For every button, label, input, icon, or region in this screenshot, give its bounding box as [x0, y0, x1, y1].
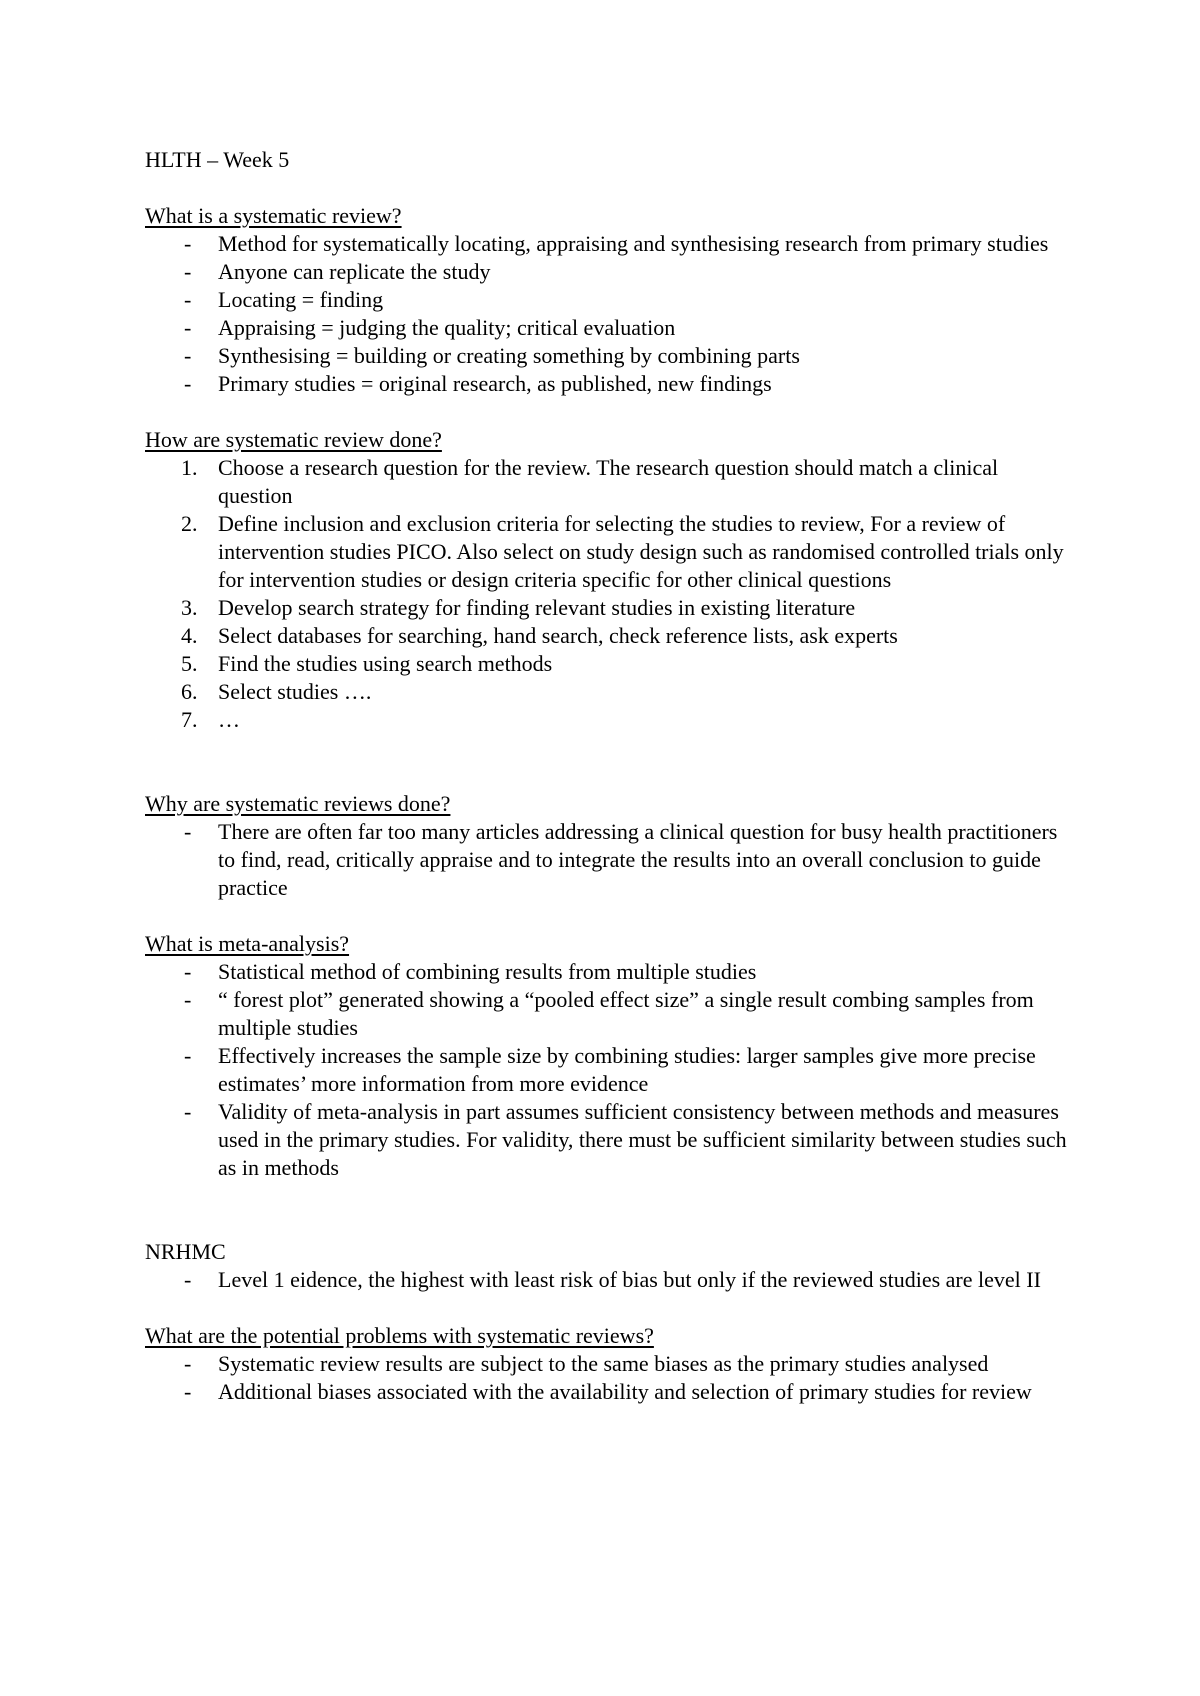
list-item: - There are often far too many articles addressing a clinical question for busy health practitioners to find, read, critically appraise and to integrate the results into an overall conclusion to guide practice	[184, 819, 1058, 900]
section-heading: What is meta-analysis?	[145, 931, 350, 956]
number-marker: 7.	[181, 707, 198, 732]
list-item: - Additional biases associated with the availability and selection of primary studies for review	[184, 1379, 1032, 1404]
document-title: HLTH – Week 5	[145, 147, 290, 172]
section-heading: What is a systematic review?	[145, 203, 402, 228]
bullet-list	[145, 1266, 1075, 1294]
list-item: - Systematic review results are subject to the same biases as the primary studies analysed	[184, 1351, 989, 1376]
list-item: - Synthesising = building or creating something by combining parts	[184, 343, 800, 368]
dash-marker: -	[184, 259, 192, 284]
list-item: - Effectively increases the sample size by combining studies: larger samples give more precise estimates’ more information from more evidence	[184, 1043, 1036, 1096]
list-item: - Level 1 eidence, the highest with least risk of bias but only if the reviewed studies are level II	[184, 1267, 1041, 1292]
dash-marker: -	[184, 819, 192, 844]
section-nrhmc	[145, 1238, 1075, 1294]
number-marker: 3.	[181, 595, 198, 620]
number-marker: 1.	[181, 455, 198, 480]
bullet-list	[145, 818, 1075, 902]
dash-marker: -	[184, 1379, 192, 1404]
section-heading: NRHMC	[145, 1239, 226, 1264]
list-item: 3. Develop search strategy for finding relevant studies in existing literature	[181, 595, 856, 620]
document-page	[145, 146, 1075, 1406]
dash-marker: -	[184, 315, 192, 340]
dash-marker: -	[184, 343, 192, 368]
dash-marker: -	[184, 1043, 192, 1068]
list-item: - Primary studies = original research, as published, new findings	[184, 371, 772, 396]
dash-marker: -	[184, 287, 192, 312]
dash-marker: -	[184, 371, 192, 396]
section-how-are-reviews-done	[145, 426, 1075, 734]
list-item: 6. Select studies ….	[181, 679, 372, 704]
section-heading: Why are systematic reviews done?	[145, 791, 451, 816]
numbered-list	[145, 454, 1075, 734]
number-marker: 4.	[181, 623, 198, 648]
list-item: - Method for systematically locating, appraising and synthesising research from primary studies	[184, 231, 1049, 256]
list-item: - Anyone can replicate the study	[184, 259, 491, 284]
section-what-is-systematic-review	[145, 202, 1075, 398]
number-marker: 2.	[181, 511, 198, 536]
list-item: - “ forest plot” generated showing a “pooled effect size” a single result combing samples from multiple studies	[184, 987, 1034, 1040]
list-item: - Validity of meta-analysis in part assumes sufficient consistency between methods and measures used in the primary studies. For validity, there must be sufficient similarity between studies such as in methods	[184, 1099, 1067, 1180]
list-item: 7. …	[181, 707, 240, 732]
bullet-list	[145, 1350, 1075, 1406]
list-item: 2. Define inclusion and exclusion criteria for selecting the studies to review, For a review of intervention studies PICO. Also select on study design such as randomised controlled trials only for intervention studies or design criteria specific for other clinical questions	[181, 511, 1064, 592]
list-item: - Locating = finding	[184, 287, 384, 312]
section-potential-problems	[145, 1322, 1075, 1406]
section-why-are-reviews-done	[145, 790, 1075, 902]
bullet-list	[145, 230, 1075, 398]
list-item: - Statistical method of combining results from multiple studies	[184, 959, 757, 984]
number-marker: 5.	[181, 651, 198, 676]
dash-marker: -	[184, 1351, 192, 1376]
bullet-list	[145, 958, 1075, 1182]
number-marker: 6.	[181, 679, 198, 704]
dash-marker: -	[184, 1267, 192, 1292]
list-item: 4. Select databases for searching, hand search, check reference lists, ask experts	[181, 623, 898, 648]
dash-marker: -	[184, 1099, 192, 1124]
dash-marker: -	[184, 231, 192, 256]
list-item: - Appraising = judging the quality; critical evaluation	[184, 315, 676, 340]
dash-marker: -	[184, 987, 192, 1012]
section-heading: What are the potential problems with systematic reviews?	[145, 1323, 654, 1348]
list-item: 1. Choose a research question for the review. The research question should match a clinical question	[181, 455, 999, 508]
list-item: 5. Find the studies using search methods	[181, 651, 553, 676]
section-heading: How are systematic review done?	[145, 427, 442, 452]
dash-marker: -	[184, 959, 192, 984]
section-what-is-meta-analysis	[145, 930, 1075, 1182]
